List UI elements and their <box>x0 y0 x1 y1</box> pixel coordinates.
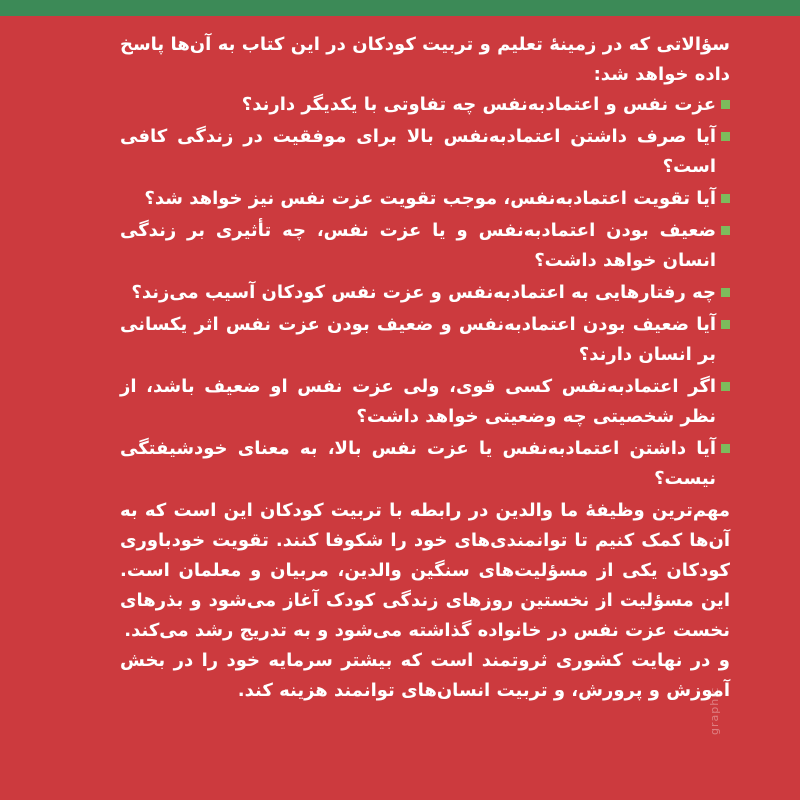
paragraph-parents-duty: مهم‌ترین وظیفهٔ ما والدین در رابطه با تربیت کودکان این است که به آن‌ها کمک کنیم تا توانمندی‌های خود را شکوفا کنند. تقویت خودباوری کودکان یکی از مسؤلیت‌های سنگین والدین، مربیان و معلمان است. این مسؤلیت از نخستین روزهای زندگی کودک آغاز می‌شود و بذرهای نخست عزت نفس در خانواده گذاشته می‌شود و به تدریج رشد می‌کند. <box>120 500 730 641</box>
paragraph-closing: و در نهایت کشوری ثروتمند است که بیشتر سرمایه خود را در بخش آموزش و پرورش، و تربیت انسان‌های توانمند هزینه کند. <box>120 650 730 701</box>
question-text: ضعیف بودن اعتمادبه‌نفس و یا عزت نفس، چه تأثیری بر زندگی انسان خواهد داشت؟ <box>120 220 716 271</box>
square-bullet-icon <box>721 382 730 391</box>
question-text: آیا ضعیف بودن اعتمادبه‌نفس و ضعیف بودن عزت نفس اثر یکسانی بر انسان دارند؟ <box>120 314 716 365</box>
square-bullet-icon <box>721 444 730 453</box>
intro-text: سؤالاتی که در زمینهٔ تعلیم و تربیت کودکان در این کتاب به آن‌ها پاسخ داده خواهد شد: <box>120 34 730 85</box>
question-text: آیا داشتن اعتمادبه‌نفس یا عزت نفس بالا، به معنای خودشیفتگی نیست؟ <box>120 438 716 489</box>
question-text: چه رفتارهایی به اعتمادبه‌نفس و عزت نفس کودکان آسیب می‌زند؟ <box>131 282 716 303</box>
list-item <box>120 122 730 182</box>
question-list <box>120 90 730 494</box>
square-bullet-icon <box>721 194 730 203</box>
list-item <box>120 310 730 370</box>
list-item <box>120 372 730 432</box>
question-text: آیا تقویت اعتمادبه‌نفس، موجب تقویت عزت نفس نیز خواهد شد؟ <box>144 188 716 209</box>
square-bullet-icon <box>721 100 730 109</box>
list-item <box>120 90 730 120</box>
list-item <box>120 434 730 494</box>
top-green-band <box>0 0 800 16</box>
square-bullet-icon <box>721 132 730 141</box>
square-bullet-icon <box>721 320 730 329</box>
square-bullet-icon <box>721 288 730 297</box>
list-item <box>120 216 730 276</box>
question-text: اگر اعتمادبه‌نفس کسی قوی، ولی عزت نفس او ضعیف باشد، از نظر شخصیتی چه وضعیتی خواهد داشت؟ <box>120 376 716 427</box>
list-item <box>120 278 730 308</box>
side-watermark: graphic <box>708 686 721 735</box>
question-text: عزت نفس و اعتمادبه‌نفس چه تفاوتی با یکدیگر دارند؟ <box>241 94 716 115</box>
question-text: آیا صرف داشتن اعتمادبه‌نفس بالا برای موفقیت در زندگی کافی است؟ <box>120 126 716 177</box>
square-bullet-icon <box>721 226 730 235</box>
cover-text <box>120 30 730 706</box>
list-item <box>120 184 730 214</box>
